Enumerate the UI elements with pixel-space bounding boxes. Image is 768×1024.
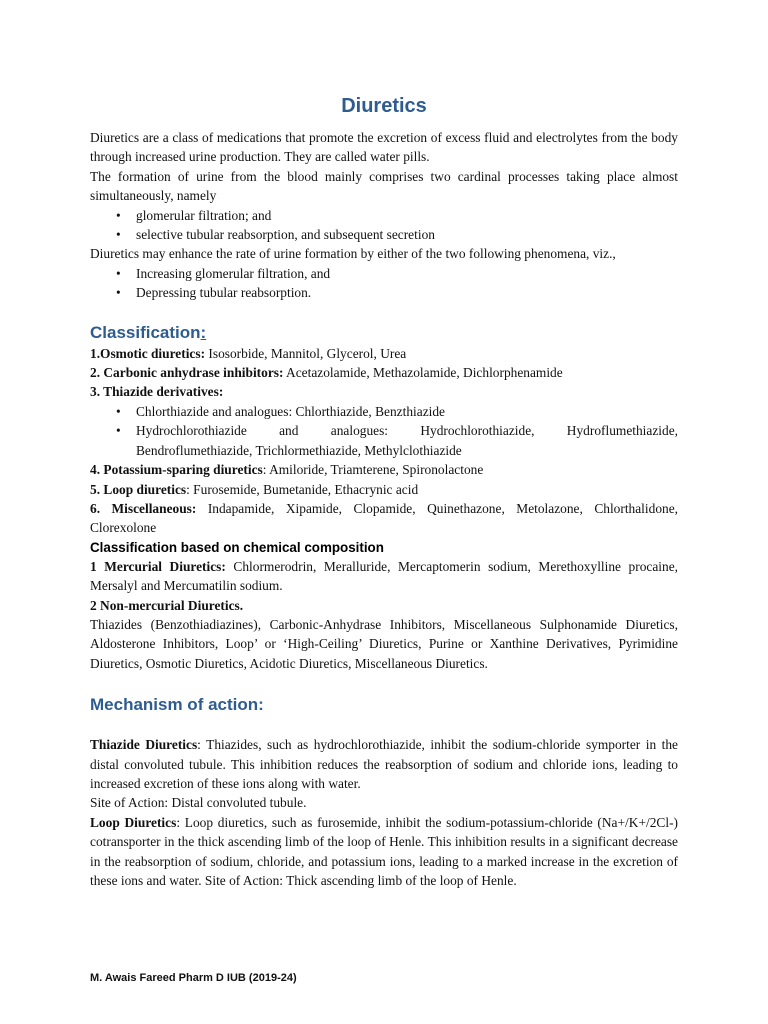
classification-item: 3. Thiazide derivatives: [90,384,224,400]
non-mercurial-label: 2 Non-mercurial Diuretics. [90,597,244,613]
document-page [90,93,678,890]
thiazide-site-of-action: Site of Action: Distal convoluted tubule. [90,795,307,811]
phenomena-list [90,264,678,303]
thiazide-mechanism-paragraph: Thiazide Diuretics: Thiazides, such as hydrochlorothiazide, inhibit the sodium-chloride symporter in the distal convoluted tubule. This inhibition reduces the reabsorption of sodium and chloride ions, leading to increased excretion of these ions along with water. [90,737,679,791]
bullet-icon: • [116,265,121,281]
chemical-classification-heading: Classification based on chemical composition [90,539,384,555]
classification-item: 6. Miscellaneous: Indapamide, Xipamide, Clopamide, Quinethazone, Metolazone, Chlorthalidone, Clorexolone [90,500,679,536]
intro-paragraph-3: Diuretics may enhance the rate of urine formation by either of the two following phenomena, viz., [90,246,616,262]
list-item: • Depressing tubular reabsorption. [136,283,678,302]
intro-paragraph-1: Diuretics are a class of medications that promote the excretion of excess fluid and electrolytes from the body through increased urine production. They are called water pills. [90,130,678,165]
urine-process-list [90,206,678,245]
classification-item: 1.Osmotic diuretics: Isosorbide, Mannitol, Glycerol, Urea [90,345,407,361]
classification-item: 4. Potassium-sparing diuretics: Amiloride, Triamterene, Spironolactone [90,462,484,478]
page-title: Diuretics [341,95,427,117]
non-mercurial-paragraph: Thiazides (Benzothiadiazines), Carbonic-Anhydrase Inhibitors, Miscellaneous Sulphonamide Diuretics, Aldosterone Inhibitors, Loop’ or ‘High-Ceiling’ Diuretics, Purine or Xanthine Derivatives, Pyrimidine Diuretics, Osmotic Diuretics, Acidotic Diuretics, Miscellaneous Diuretics. [90,616,678,671]
mercurial-paragraph: 1 Mercurial Diuretics: Chlormerodrin, Meralluride, Mercaptomerin sodium, Merethoxylline procaine, Mersalyl and Mercumatilin sodium. [90,558,678,594]
page-footer: M. Awais Fareed Pharm D IUB (2019-24) [90,972,297,984]
classification-item: 5. Loop diuretics: Furosemide, Bumetanide, Ethacrynic acid [90,481,419,497]
thiazide-list [90,402,678,460]
list-item: • Hydrochlorothiazide and analogues: Hydrochlorothiazide, Hydroflumethiazide, Bendroflumethiazide, Trichlormethiazide, Methylclothiazide [116,423,678,458]
list-item: • selective tubular reabsorption, and subsequent secretion [136,225,678,244]
bullet-icon: • [116,423,121,439]
mechanism-heading: Mechanism of action: [90,695,264,715]
classification-heading: Classification: [90,322,207,342]
list-item: • Increasing glomerular filtration, and [136,264,678,283]
classification-item: 2. Carbonic anhydrase inhibitors: Acetazolamide, Methazolamide, Dichlorphenamide [90,365,563,381]
intro-paragraph-2: The formation of urine from the blood mainly comprises two cardinal processes taking place almost simultaneously, namely [90,168,678,204]
bullet-icon: • [116,227,121,243]
list-item: • Chlorthiazide and analogues: Chlorthiazide, Benzthiazide [136,402,678,421]
list-item: • glomerular filtration; and [136,206,678,225]
loop-mechanism-paragraph: Loop Diuretics: Loop diuretics, such as furosemide, inhibit the sodium-potassium-chloride (Na+/K+/2Cl-) cotransporter in the thick ascending limb of the loop of Henle. This inhibition results in a significant decrease in the reabsorption of sodium, chloride, and potassium ions, leading to a marked increase in the excretion of these ions and water. Site of Action: Thick ascending limb of the loop of Henle. [90,814,678,888]
bullet-icon: • [116,285,121,301]
bullet-icon: • [116,403,121,419]
bullet-icon: • [116,207,121,223]
